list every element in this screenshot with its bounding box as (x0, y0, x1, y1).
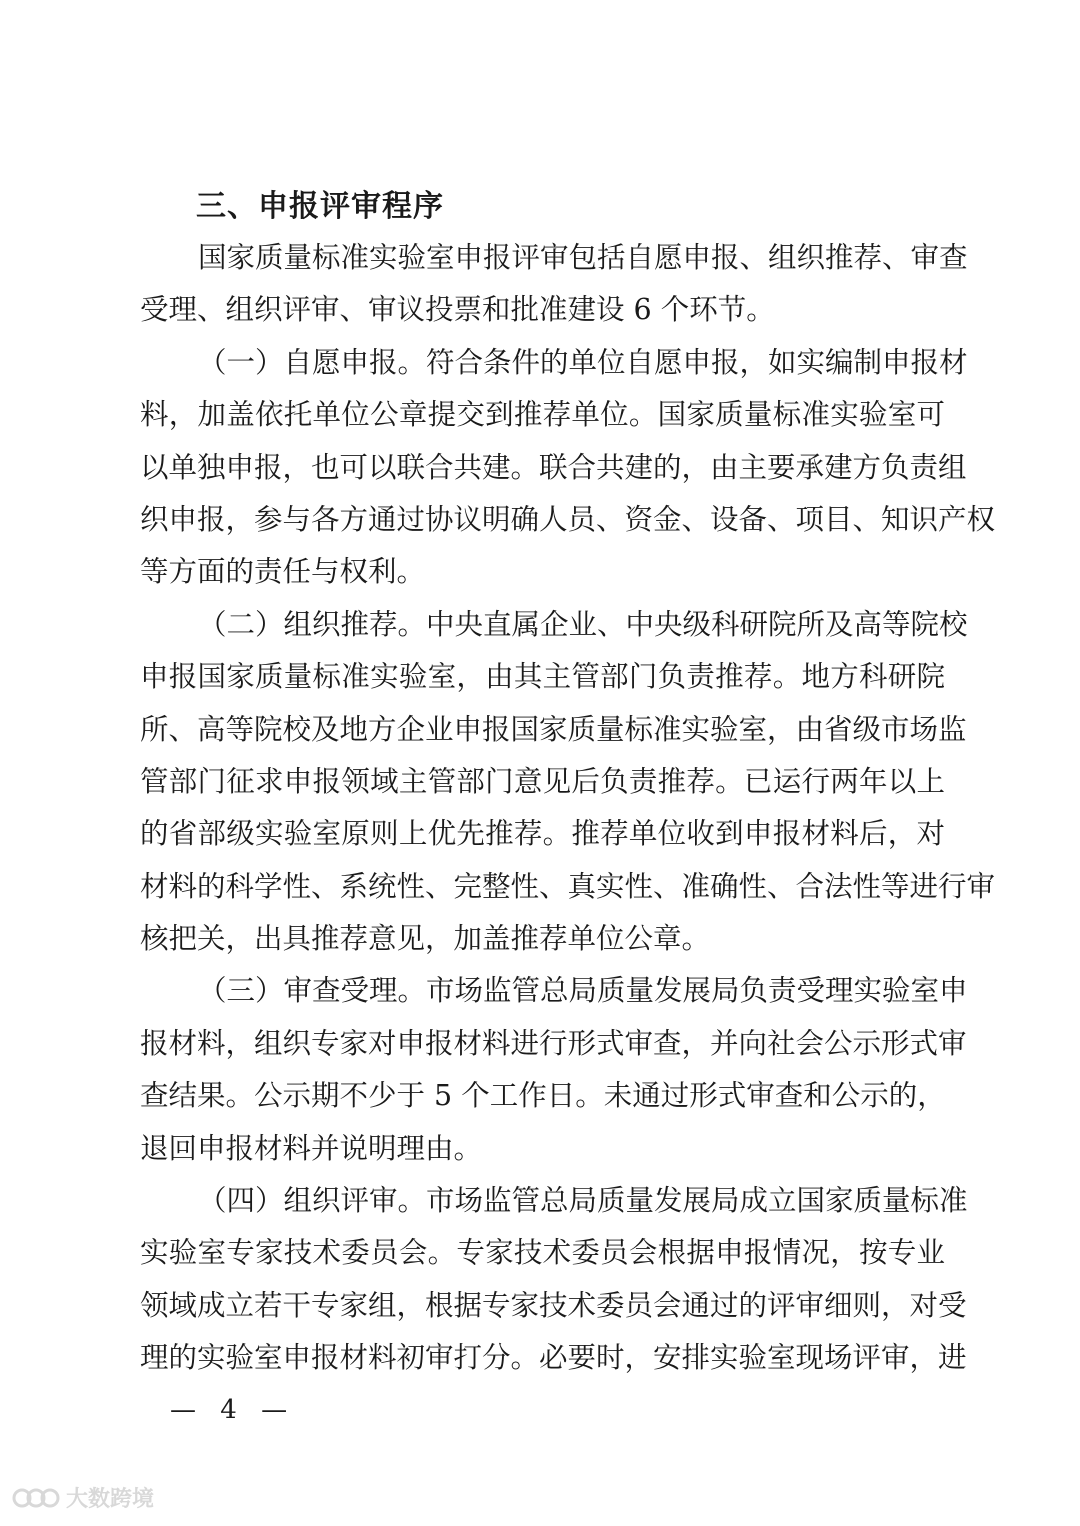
line-text: 理的实验室申报材料初审打分。必要时，安排实验室现场评审，进 (140, 1341, 967, 1375)
text-line (140, 337, 968, 389)
section-heading: 三、申报评审程序 (196, 189, 444, 224)
text-line (140, 1070, 945, 1122)
line-text: 退回申报材料并说明理由。 (140, 1131, 483, 1165)
text-line (140, 389, 945, 441)
line-text: 织申报，参与各方通过协议明确人员、资金、设备、项目、知识产权 (140, 502, 996, 536)
line-text: 符合条件的单位自愿申报，如实编制申报材 (426, 345, 968, 379)
watermark (12, 1482, 154, 1513)
body-text (140, 232, 996, 1385)
watermark-text: 大数跨境 (66, 1487, 155, 1512)
text-line (140, 1280, 967, 1332)
text-line (140, 651, 945, 703)
subsection-lead: （一）自愿申报。 (198, 345, 427, 379)
text-line (140, 1332, 967, 1384)
subsection-lead: （二）组织推荐。 (198, 607, 427, 641)
text-line (140, 442, 967, 494)
text-line (140, 284, 945, 336)
text-line (140, 1018, 967, 1070)
text-line (140, 494, 996, 546)
text-line (140, 1227, 945, 1279)
line-text: 料，加盖依托单位公章提交到推荐单位。国家质量标准实验室可 (140, 398, 945, 432)
line-text: 所、高等院校及地方企业申报国家质量标准实验室，由省级市场监 (140, 712, 967, 746)
text-line (140, 913, 945, 965)
text-line (140, 808, 945, 860)
text-line (140, 1175, 968, 1227)
text-line (140, 965, 968, 1017)
line-text: 以单独申报，也可以联合共建。联合共建的，由主要承建方负责组 (140, 450, 967, 484)
text-line (140, 599, 968, 651)
line-text: 市场监管总局质量发展局成立国家质量标准 (426, 1184, 968, 1218)
text-line (140, 704, 967, 756)
logo-icon (12, 1486, 60, 1510)
line-text: 申报国家质量标准实验室，由其主管部门负责推荐。地方科研院 (140, 660, 945, 694)
text-line (140, 861, 996, 913)
line-text: 查结果。公示期不少于 5 个工作日。未通过形式审查和公示的， (140, 1079, 946, 1113)
text-line (140, 1123, 945, 1175)
line-text: 等方面的责任与权利。 (140, 555, 426, 589)
subsection-lead: （四）组织评审。 (198, 1184, 427, 1218)
text-line (140, 232, 968, 284)
line-text: 的省部级实验室原则上优先推荐。推荐单位收到申报材料后，对 (140, 817, 945, 851)
line-text: 中央直属企业、中央级科研院所及高等院校 (426, 607, 968, 641)
text-line (140, 546, 945, 598)
text-line (140, 756, 945, 808)
line-text: 国家质量标准实验室申报评审包括自愿申报、组织推荐、审查 (198, 241, 968, 274)
line-text: 报材料，组织专家对申报材料进行形式审查，并向社会公示形式审 (140, 1026, 967, 1060)
line-text: 受理、组织评审、审议投票和批准建设 6 个环节。 (140, 293, 775, 327)
line-text: 核把关，出具推荐意见，加盖推荐单位公章。 (140, 922, 711, 956)
line-text: 实验室专家技术委员会。专家技术委员会根据申报情况，按专业 (140, 1236, 945, 1270)
line-text: 材料的科学性、系统性、完整性、真实性、准确性、合法性等进行审 (140, 869, 996, 903)
page-number: — 4 — (170, 1395, 296, 1425)
line-text: 领域成立若干专家组，根据专家技术委员会通过的评审细则，对受 (140, 1288, 967, 1322)
line-text: 管部门征求申报领域主管部门意见后负责推荐。已运行两年以上 (140, 764, 945, 798)
line-text: 市场监管总局质量发展局负责受理实验室申 (426, 974, 968, 1008)
subsection-lead: （三）审查受理。 (198, 974, 427, 1008)
